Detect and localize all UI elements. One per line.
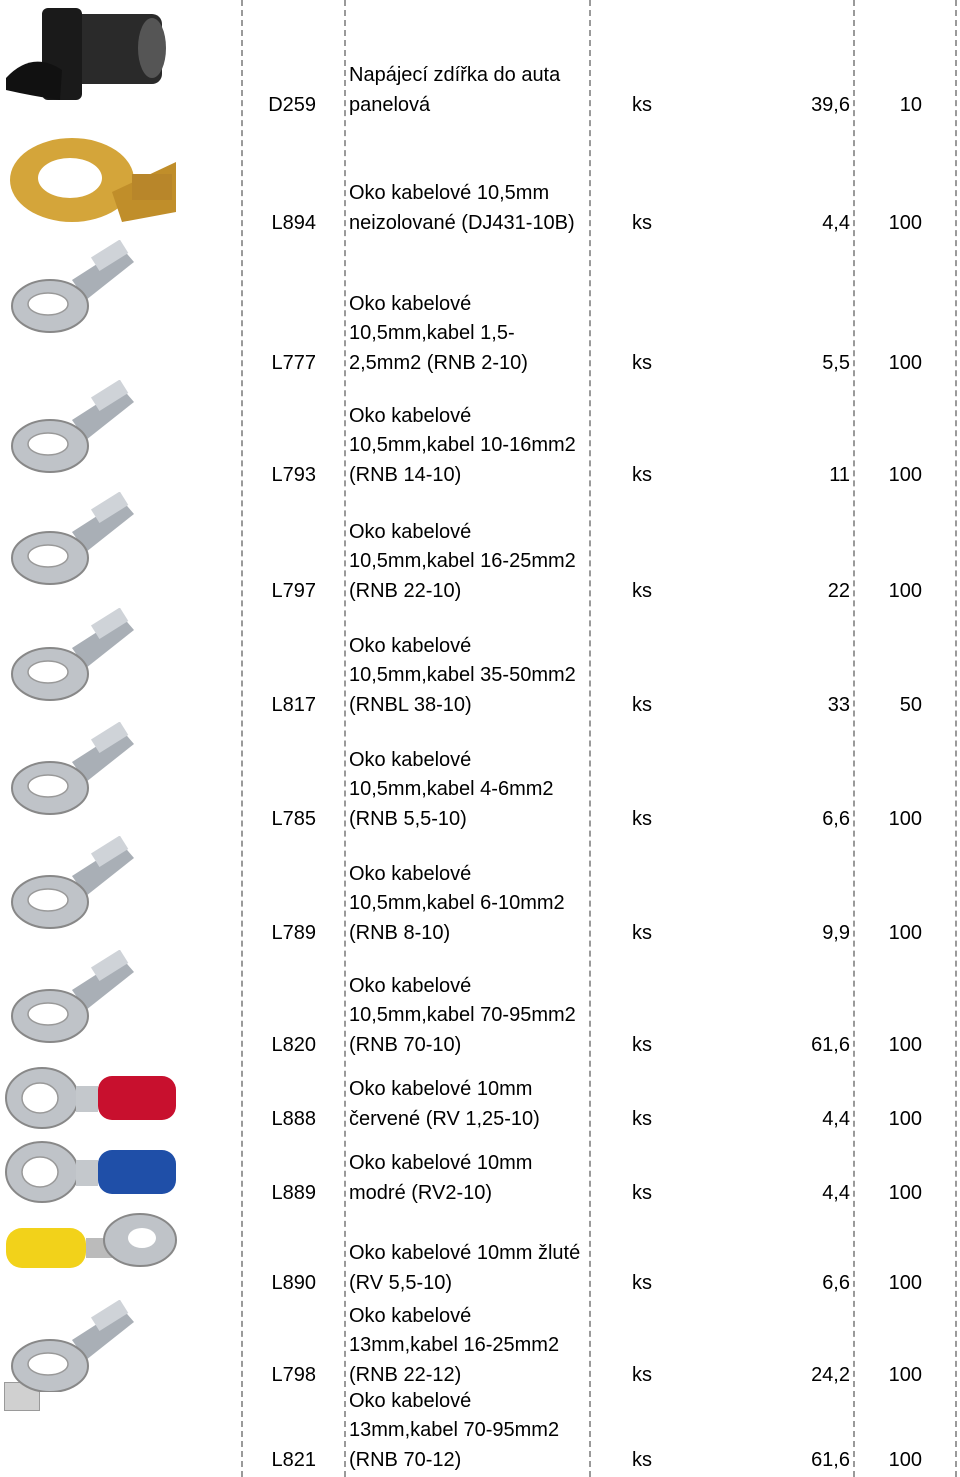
package-quantity: 100	[888, 351, 922, 374]
price: 61,6	[811, 1448, 850, 1471]
description-line: 10,5mm,kabel 35-50mm2	[349, 664, 576, 686]
price: 33	[827, 693, 850, 716]
description-line: 10,5mm,kabel 70-95mm2	[349, 1004, 576, 1026]
unit: ks	[632, 1448, 652, 1471]
ring-terminal-icon	[2, 836, 178, 950]
description-line: červené (RV 1,25-10)	[349, 1107, 540, 1130]
product-image	[2, 836, 178, 950]
product-image	[2, 608, 178, 722]
package-quantity: 100	[888, 807, 922, 830]
price: 4,4	[822, 211, 850, 234]
package-quantity: 100	[888, 1271, 922, 1294]
table-row	[0, 722, 960, 836]
price: 4,4	[822, 1107, 850, 1130]
unit: ks	[632, 1107, 652, 1130]
description-line: (RNB 22-10)	[349, 579, 462, 602]
product-code: L889	[271, 1181, 316, 1204]
product-code: L890	[271, 1271, 316, 1294]
description-line: 10,5mm,kabel 1,5-	[349, 322, 515, 344]
unit: ks	[632, 693, 652, 716]
product-description	[349, 179, 589, 238]
product-image	[2, 1136, 178, 1210]
product-description	[349, 402, 589, 491]
blue-ring-terminal-icon	[2, 1136, 178, 1210]
description-line: 10,5mm,kabel 10-16mm2	[349, 434, 576, 456]
description-line: 2,5mm2 (RNB 2-10)	[349, 351, 528, 374]
description-line: 10,5mm,kabel 16-25mm2	[349, 550, 576, 572]
description-line: (RV 5,5-10)	[349, 1271, 453, 1294]
price: 4,4	[822, 1181, 850, 1204]
unit: ks	[632, 807, 652, 830]
product-code: L777	[271, 351, 316, 374]
package-quantity: 100	[888, 579, 922, 602]
price: 61,6	[811, 1033, 850, 1056]
description-line: Oko kabelové	[349, 634, 472, 657]
table-row	[0, 1136, 960, 1210]
description-line: (RNB 14-10)	[349, 463, 462, 486]
table-row	[0, 0, 960, 122]
product-description	[349, 1302, 589, 1391]
table-row	[0, 1210, 960, 1300]
car-socket-icon	[2, 0, 178, 118]
description-line: modré (RV2-10)	[349, 1181, 493, 1204]
package-quantity: 100	[888, 463, 922, 486]
table-row	[0, 1062, 960, 1136]
ring-terminal-icon	[2, 380, 178, 492]
description-line: Oko kabelové 10mm	[349, 1078, 533, 1100]
ring-terminal-icon	[2, 1300, 178, 1392]
product-code: L797	[271, 579, 316, 602]
description-line: Oko kabelové	[349, 1304, 472, 1327]
package-quantity: 100	[888, 1033, 922, 1056]
unit: ks	[632, 1271, 652, 1294]
product-image	[2, 1300, 178, 1392]
price: 5,5	[822, 351, 850, 374]
table-row	[0, 1300, 960, 1392]
description-line: 13mm,kabel 70-95mm2	[349, 1419, 560, 1441]
table-row	[0, 1382, 960, 1477]
product-code: L820	[271, 1033, 316, 1056]
description-line: 13mm,kabel 16-25mm2	[349, 1334, 560, 1356]
product-image	[2, 722, 178, 836]
ring-terminal-icon	[2, 608, 178, 722]
description-line: (RNB 8-10)	[349, 921, 451, 944]
price: 6,6	[822, 807, 850, 830]
price: 6,6	[822, 1271, 850, 1294]
package-quantity: 50	[899, 693, 922, 716]
price: 9,9	[822, 921, 850, 944]
product-description	[349, 290, 589, 379]
description-line: (RNB 22-12)	[349, 1363, 462, 1386]
package-quantity: 100	[888, 1363, 922, 1386]
product-code: L789	[271, 921, 316, 944]
description-line: Oko kabelové 10,5mm	[349, 182, 550, 204]
table-row	[0, 122, 960, 240]
package-quantity: 100	[888, 211, 922, 234]
description-line: Oko kabelové 10mm	[349, 1152, 533, 1174]
product-description	[349, 972, 589, 1061]
unit: ks	[632, 211, 652, 234]
description-line: Oko kabelové	[349, 404, 472, 427]
description-line: panelová	[349, 93, 431, 116]
package-quantity: 100	[888, 1448, 922, 1471]
description-line: 10,5mm,kabel 4-6mm2	[349, 778, 554, 800]
description-line: (RNB 70-10)	[349, 1033, 462, 1056]
product-code: L798	[271, 1363, 316, 1386]
ring-terminal-icon	[2, 950, 178, 1062]
product-description	[349, 518, 589, 607]
product-image	[2, 950, 178, 1062]
product-code: L894	[271, 211, 316, 234]
ring-terminal-icon	[2, 492, 178, 608]
price: 22	[827, 579, 850, 602]
price: 24,2	[811, 1363, 850, 1386]
product-image	[2, 1062, 178, 1136]
unit: ks	[632, 579, 652, 602]
description-line: neizolované (DJ431-10B)	[349, 211, 575, 234]
product-description	[349, 1075, 589, 1134]
table-row	[0, 836, 960, 950]
description-line: Oko kabelové	[349, 974, 472, 997]
yellow-ring-terminal-icon	[2, 1210, 178, 1300]
table-row	[0, 608, 960, 722]
product-description	[349, 746, 589, 835]
unit: ks	[632, 1181, 652, 1204]
product-description	[349, 1239, 589, 1298]
price: 39,6	[811, 93, 850, 116]
product-code: L785	[271, 807, 316, 830]
red-ring-terminal-icon	[2, 1062, 178, 1136]
product-description	[349, 1387, 589, 1476]
package-quantity: 100	[888, 1107, 922, 1130]
package-quantity: 100	[888, 921, 922, 944]
description-line: Oko kabelové	[349, 1389, 472, 1412]
unit: ks	[632, 921, 652, 944]
description-line: Oko kabelové	[349, 292, 472, 315]
table-row	[0, 492, 960, 608]
description-line: (RNB 5,5-10)	[349, 807, 467, 830]
ring-terminal-icon	[2, 722, 178, 836]
table-row	[0, 380, 960, 492]
product-image	[2, 1210, 178, 1300]
package-quantity: 10	[899, 93, 922, 116]
unit: ks	[632, 463, 652, 486]
table-row	[0, 240, 960, 380]
description-line: (RNBL 38-10)	[349, 693, 472, 716]
product-code: L821	[271, 1448, 316, 1471]
product-image	[2, 0, 178, 122]
product-image	[2, 240, 178, 380]
product-description	[349, 1149, 589, 1208]
gold-ring-terminal-icon	[2, 122, 178, 240]
price: 11	[829, 463, 850, 486]
product-code: L888	[271, 1107, 316, 1130]
unit: ks	[632, 1033, 652, 1056]
product-code: L793	[271, 463, 316, 486]
description-line: Oko kabelové	[349, 748, 472, 771]
product-code: D259	[268, 93, 316, 116]
table-row	[0, 950, 960, 1062]
ring-terminal-icon	[2, 240, 178, 358]
description-line: 10,5mm,kabel 6-10mm2	[349, 892, 565, 914]
package-quantity: 100	[888, 1181, 922, 1204]
description-line: Oko kabelové	[349, 862, 472, 885]
product-description	[349, 632, 589, 721]
product-description	[349, 860, 589, 949]
product-image	[2, 492, 178, 608]
description-line: (RNB 70-12)	[349, 1448, 462, 1471]
description-line: Napájecí zdířka do auta	[349, 64, 561, 86]
description-line: Oko kabelové 10mm žluté	[349, 1242, 581, 1264]
product-code: L817	[271, 693, 316, 716]
unit: ks	[632, 1363, 652, 1386]
unit: ks	[632, 351, 652, 374]
description-line: Oko kabelové	[349, 520, 472, 543]
product-image	[2, 380, 178, 492]
product-image	[2, 122, 178, 240]
product-description	[349, 61, 589, 120]
unit: ks	[632, 93, 652, 116]
product-image	[2, 1382, 178, 1477]
